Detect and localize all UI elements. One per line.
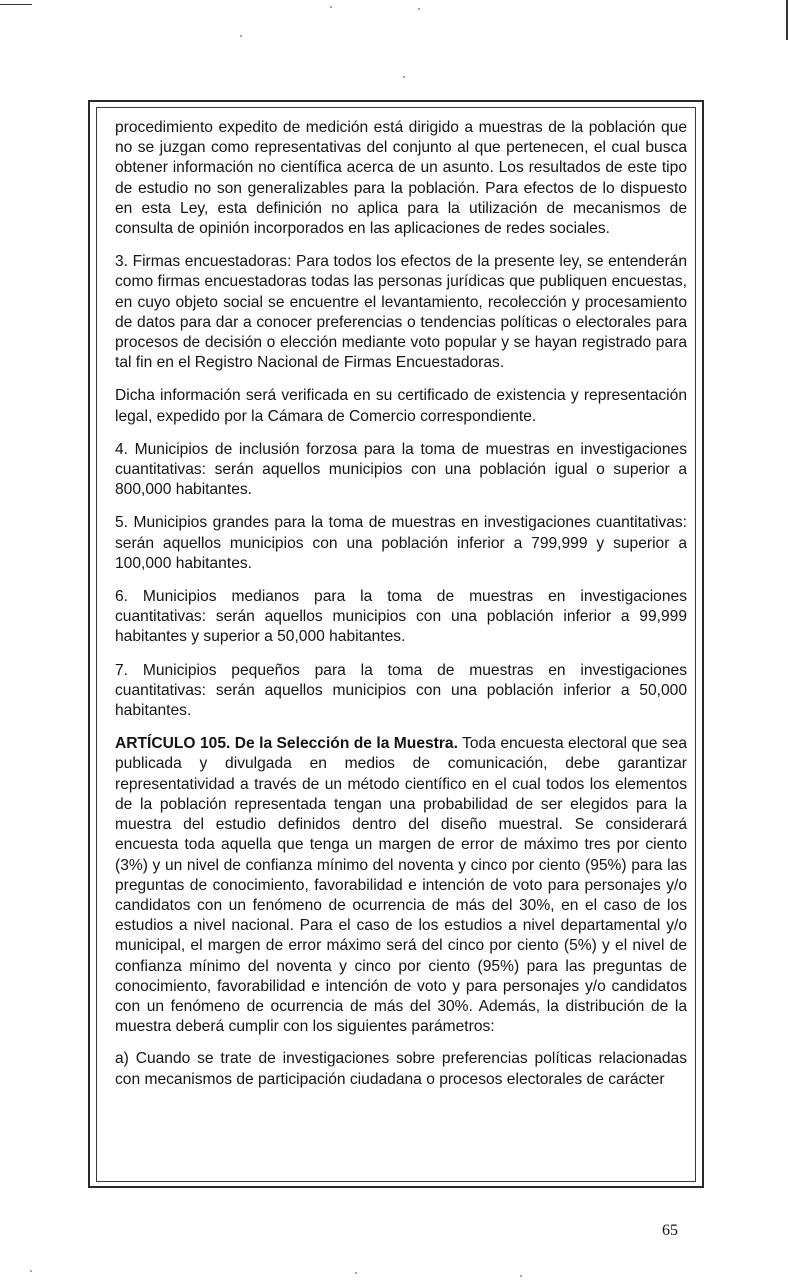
paragraph-item-6: 6. Municipios medianos para la toma de muestras en investigaciones cuantitativas: serán aquellos municipios con una población inferior a 99,999 habitantes y superior a 50,000 habitantes. xyxy=(115,588,687,646)
article-105 xyxy=(115,734,687,1037)
scan-speck xyxy=(30,1270,32,1272)
paragraph-item-4: 4. Municipios de inclusión forzosa para la toma de muestras en investigaciones cuantitativas: serán aquellos municipios con una población igual o superior a 800,000 habitantes. xyxy=(115,440,687,499)
page-number: 65 xyxy=(662,1222,678,1239)
paragraph-item-7: 7. Municipios pequeños para la toma de muestras en investigaciones cuantitativas: serán aquellos municipios con una población inferior a 50,000 habitantes. xyxy=(115,661,687,720)
paragraph-item-3: 3. Firmas encuestadoras: Para todos los efectos de la presente ley, se entenderán como firmas encuestadoras todas las personas jurídicas que publiquen encuestas, en cuyo objeto social se encuentre el levantamiento, recolección y procesamiento de datos para dar a conocer preferencias o tendencias políticas o electorales para procesos de decisión o elección mediante voto popular y se hayan registrado para tal fin en el Registro Nacional de Firmas Encuestadoras. xyxy=(115,253,687,372)
scan-speck xyxy=(240,35,242,37)
document-body xyxy=(115,118,687,1103)
paragraph-item-a: a) Cuando se trate de investigaciones sobre preferencias políticas relacionadas con mecanismos de participación ciudadana o procesos electorales de carácter xyxy=(115,1050,687,1088)
scan-speck xyxy=(355,1272,357,1274)
top-left-edge-mark xyxy=(0,4,32,5)
article-body: Toda encuesta electoral que sea publicada y divulgada en medios de comunicación, debe garantizar representatividad a través de un método científico en el cual todos los elementos de la población representada tengan una probabilidad de ser elegidos para la muestra del estudio definidos dentro del diseño muestral. Se considerará encuesta toda aquella que tenga un margen de error de máximo tres por ciento (3%) y un nivel de confianza mínimo del noventa y cinco por ciento (95%) para las preguntas de conocimiento, favorabilidad e intención de voto para personajes y/o candidatos con un fenómeno de ocurrencia de más del 30%, en el caso de los estudios a nivel nacional. Para el caso de los estudios a nivel departamental y/o municipal, el margen de error máximo será del cinco por ciento (5%) y el nivel de confianza mínimo del noventa y cinco por ciento (95%) para las preguntas de conocimiento, favorabilidad e intención de voto y para personajes y/o candidatos con un fenómeno de ocurrencia de más del 30%. Además, la distribución de la muestra deberá cumplir con los siguientes parámetros: xyxy=(115,735,687,1036)
paragraph-item-5: 5. Municipios grandes para la toma de muestras en investigaciones cuantitativas: serán aquellos municipios con una población inferior a 799,999 y superior a 100,000 habitantes. xyxy=(115,514,687,572)
scan-speck xyxy=(330,6,332,8)
paragraph-verification: Dicha información será verificada en su certificado de existencia y representación legal, expedido por la Cámara de Comercio correspondiente. xyxy=(115,387,687,425)
scan-speck xyxy=(520,1275,522,1277)
scan-speck xyxy=(418,8,420,10)
article-heading: ARTÍCULO 105. De la Selección de la Muestra. xyxy=(115,735,458,753)
right-edge-mark xyxy=(786,0,788,40)
scan-speck xyxy=(403,76,405,78)
paragraph-definition: procedimiento expedito de medición está dirigido a muestras de la población que no se juzgan como representativas del conjunto al que pertenecen, el cual busca obtener información no científica acerca de un asunto. Los resultados de este tipo de estudio no son generalizables para la población. Para efectos de lo dispuesto en esta Ley, esta definición no aplica para la utilización de mecanismos de consulta de opinión incorporados en las aplicaciones de redes sociales. xyxy=(115,119,687,238)
